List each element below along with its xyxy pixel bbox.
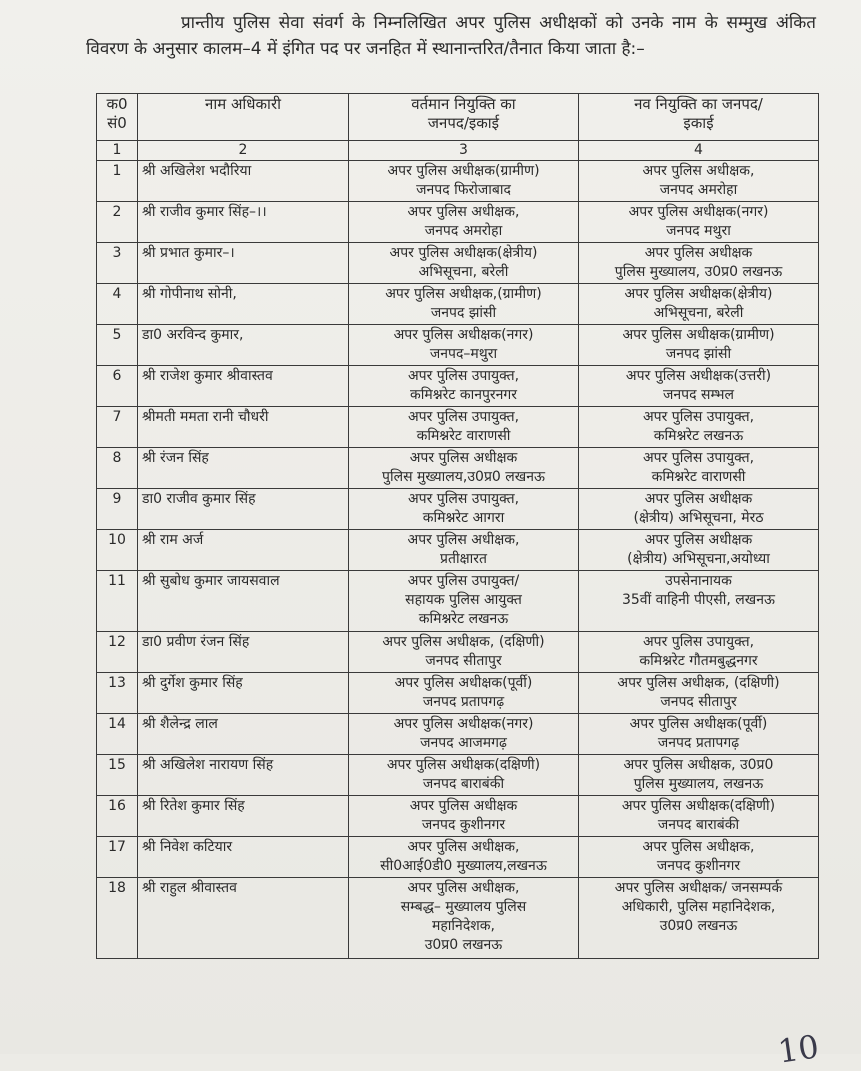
officer-name: श्री राजीव कुमार सिंह–।। [138, 202, 349, 243]
current-posting [349, 325, 579, 366]
current-posting [349, 755, 579, 796]
new-posting [579, 878, 819, 959]
new-posting-line: जनपद मथुरा [666, 223, 731, 239]
serial-number: 10 [97, 530, 138, 571]
officer-name: श्री राहुल श्रीवास्तव [138, 878, 349, 959]
current-posting-line: प्रतीक्षारत [440, 551, 487, 567]
officer-name: श्री निवेश कटियार [138, 837, 349, 878]
table-row [97, 632, 819, 673]
current-posting-line: अपर पुलिस अधीक्षक, [407, 204, 520, 220]
new-posting-line: 35वीं वाहिनी पीएसी, लखनऊ [621, 592, 775, 608]
serial-number: 9 [97, 489, 138, 530]
new-posting-line: अपर पुलिस अधीक्षक(नगर) [628, 204, 769, 220]
new-posting [579, 632, 819, 673]
new-posting [579, 755, 819, 796]
serial-number: 15 [97, 755, 138, 796]
new-posting-line: कमिश्नरेट लखनऊ [653, 428, 744, 444]
new-posting-line: अपर पुलिस अधीक्षक [644, 245, 753, 261]
table-row [97, 755, 819, 796]
current-posting-line: जनपद प्रतापगढ़ [422, 694, 505, 710]
table-row [97, 571, 819, 632]
table-row [97, 673, 819, 714]
current-posting-line: पुलिस मुख्यालय,उ0प्र0 लखनऊ [382, 469, 545, 485]
current-posting [349, 448, 579, 489]
officer-name: श्री प्रभात कुमार–। [138, 243, 349, 284]
current-posting-line: कमिश्नरेट लखनऊ [418, 611, 509, 627]
current-posting-line: उ0प्र0 लखनऊ [424, 937, 503, 953]
officer-name: श्री शैलेन्द्र लाल [138, 714, 349, 755]
current-posting-line: जनपद बाराबंकी [422, 776, 505, 792]
new-posting [579, 796, 819, 837]
new-posting-line: अपर पुलिस अधीक्षक, [642, 163, 755, 179]
new-posting-line: अपर पुलिस उपायुक्त, [642, 634, 755, 650]
officer-name: श्री गोपीनाथ सोनी, [138, 284, 349, 325]
new-posting-line: उ0प्र0 लखनऊ [659, 918, 738, 934]
current-posting-line: अपर पुलिस अधीक्षक(दक्षिणी) [386, 757, 541, 773]
current-posting [349, 632, 579, 673]
serial-number: 8 [97, 448, 138, 489]
header-current-posting: वर्तमान नियुक्ति का जनपद/इकाई [349, 94, 579, 141]
officer-name: श्री रितेश कुमार सिंह [138, 796, 349, 837]
officer-name: डा0 अरविन्द कुमार, [138, 325, 349, 366]
table-row [97, 796, 819, 837]
serial-number: 14 [97, 714, 138, 755]
new-posting-line: (क्षेत्रीय) अभिसूचना,अयोध्या [627, 551, 770, 567]
table-row [97, 837, 819, 878]
new-posting [579, 325, 819, 366]
table-row [97, 325, 819, 366]
current-posting [349, 714, 579, 755]
current-posting-line: अभिसूचना, बरेली [418, 264, 509, 280]
header-name: नाम अधिकारी [138, 94, 349, 141]
current-posting-line: अपर पुलिस अधीक्षक, (दक्षिणी) [382, 634, 545, 650]
table-body [97, 161, 819, 959]
new-posting-line: पुलिस मुख्यालय, लखनऊ [633, 776, 764, 792]
header-new-posting: नव नियुक्ति का जनपद/ इकाई [579, 94, 819, 141]
new-posting-line: जनपद झांसी [665, 346, 732, 362]
current-posting-line: जनपद फिरोजाबाद [416, 182, 511, 198]
serial-number: 1 [97, 161, 138, 202]
current-posting-line: अपर पुलिस अधीक्षक,(ग्रामीण) [385, 286, 542, 302]
new-posting-line: अपर पुलिस अधीक्षक/ जनसम्पर्क [614, 880, 783, 896]
serial-number: 12 [97, 632, 138, 673]
current-posting [349, 571, 579, 632]
new-posting-line: अधिकारी, पुलिस महानिदेशक, [621, 899, 776, 915]
new-posting-line: अपर पुलिस अधीक्षक(उत्तरी) [625, 368, 772, 384]
officer-name: श्री सुबोध कुमार जायसवाल [138, 571, 349, 632]
serial-number: 4 [97, 284, 138, 325]
table-row [97, 407, 819, 448]
current-posting-line: अपर पुलिस उपायुक्त, [407, 368, 520, 384]
column-number: 1 [97, 141, 138, 161]
current-posting [349, 366, 579, 407]
new-posting-line: अपर पुलिस अधीक्षक(पूर्वी) [629, 716, 768, 732]
serial-number: 16 [97, 796, 138, 837]
column-number: 3 [349, 141, 579, 161]
current-posting [349, 673, 579, 714]
new-posting-line: अपर पुलिस अधीक्षक(दक्षिणी) [621, 798, 776, 814]
current-posting-line: सम्बद्ध– मुख्यालय पुलिस [400, 899, 527, 915]
current-posting [349, 878, 579, 959]
table-row [97, 489, 819, 530]
current-posting-line: जनपद सीतापुर [425, 653, 502, 669]
new-posting-line: अपर पुलिस अधीक्षक [644, 491, 753, 507]
current-posting-line: अपर पुलिस अधीक्षक(ग्रामीण) [387, 163, 540, 179]
column-number: 4 [579, 141, 819, 161]
new-posting [579, 673, 819, 714]
new-posting [579, 571, 819, 632]
officer-name: श्री राजेश कुमार श्रीवास्तव [138, 366, 349, 407]
new-posting [579, 284, 819, 325]
new-posting-line: अपर पुलिस अधीक्षक [644, 532, 753, 548]
current-posting-line: जनपद झांसी [430, 305, 497, 321]
new-posting [579, 530, 819, 571]
table-row [97, 202, 819, 243]
current-posting-line: महानिदेशक, [432, 918, 495, 934]
current-posting [349, 407, 579, 448]
new-posting [579, 407, 819, 448]
current-posting-line: जनपद–मथुरा [429, 346, 498, 362]
officer-name: डा0 प्रवीण रंजन सिंह [138, 632, 349, 673]
table-row [97, 878, 819, 959]
handwritten-page-mark: 10 [775, 1027, 822, 1071]
new-posting-line: जनपद बाराबंकी [657, 817, 740, 833]
current-posting-line: सी0आई0डी0 मुख्यालय,लखनऊ [380, 858, 547, 874]
new-posting-line: अपर पुलिस अधीक्षक(ग्रामीण) [622, 327, 775, 343]
new-posting [579, 366, 819, 407]
serial-number: 5 [97, 325, 138, 366]
table-row [97, 530, 819, 571]
new-posting-line: जनपद अमरोहा [659, 182, 738, 198]
header-row [97, 94, 819, 141]
current-posting-line: जनपद कुशीनगर [421, 817, 506, 833]
intro-paragraph: प्रान्तीय पुलिस सेवा संवर्ग के निम्नलिखित अपर पुलिस अधीक्षकों को उनके नाम के सम्मुख अंकित विवरण के अनुसार कालम–4 में इंगित पद पर जनहित में स्थानान्तरित/तैनात किया जाता है:– [86, 13, 816, 59]
current-posting-line: अपर पुलिस अधीक्षक(नगर) [393, 327, 534, 343]
current-posting [349, 243, 579, 284]
new-posting-line: जनपद सीतापुर [660, 694, 737, 710]
officer-name: श्री दुर्गेश कुमार सिंह [138, 673, 349, 714]
column-number-row [97, 141, 819, 161]
new-posting-line: (क्षेत्रीय) अभिसूचना, मेरठ [633, 510, 764, 526]
serial-number: 3 [97, 243, 138, 284]
current-posting-line: अपर पुलिस अधीक्षक [409, 450, 518, 466]
officer-name: श्री रंजन सिंह [138, 448, 349, 489]
current-posting-line: अपर पुलिस अधीक्षक(पूर्वी) [394, 675, 533, 691]
serial-number: 13 [97, 673, 138, 714]
transfer-table [96, 93, 819, 959]
new-posting [579, 837, 819, 878]
current-posting [349, 284, 579, 325]
table-row [97, 714, 819, 755]
new-posting-line: उपसेनानायक [665, 573, 732, 589]
serial-number: 2 [97, 202, 138, 243]
officer-name: श्रीमती ममता रानी चौधरी [138, 407, 349, 448]
new-posting-line: कमिश्नरेट गौतमबुद्धनगर [639, 653, 758, 669]
new-posting-line: जनपद प्रतापगढ़ [657, 735, 740, 751]
new-posting-line: अपर पुलिस अधीक्षक(क्षेत्रीय) [624, 286, 773, 302]
new-posting-line: अपर पुलिस अधीक्षक, [642, 839, 755, 855]
new-posting [579, 243, 819, 284]
current-posting [349, 489, 579, 530]
serial-number: 18 [97, 878, 138, 959]
officer-name: डा0 राजीव कुमार सिंह [138, 489, 349, 530]
current-posting-line: जनपद अमरोहा [424, 223, 503, 239]
officer-name: श्री अखिलेश नारायण सिंह [138, 755, 349, 796]
current-posting-line: अपर पुलिस उपायुक्त, [407, 491, 520, 507]
current-posting-line: कमिश्नरेट आगरा [422, 510, 505, 526]
new-posting [579, 489, 819, 530]
new-posting-line: अपर पुलिस अधीक्षक, (दक्षिणी) [617, 675, 780, 691]
new-posting-line: अपर पुलिस उपायुक्त, [642, 409, 755, 425]
new-posting-line: अभिसूचना, बरेली [653, 305, 744, 321]
table-row [97, 243, 819, 284]
current-posting-line: अपर पुलिस अधीक्षक, [407, 532, 520, 548]
table-row [97, 448, 819, 489]
current-posting-line: जनपद आजमगढ़ [420, 735, 507, 751]
column-number: 2 [138, 141, 349, 161]
new-posting [579, 161, 819, 202]
serial-number: 17 [97, 837, 138, 878]
table-row [97, 284, 819, 325]
new-posting [579, 714, 819, 755]
new-posting-line: जनपद सम्भल [663, 387, 734, 403]
serial-number: 11 [97, 571, 138, 632]
new-posting-line: कमिश्नरेट वाराणसी [651, 469, 746, 485]
current-posting-line: अपर पुलिस अधीक्षक(क्षेत्रीय) [389, 245, 538, 261]
new-posting-line: पुलिस मुख्यालय, उ0प्र0 लखनऊ [614, 264, 783, 280]
new-posting [579, 202, 819, 243]
current-posting-line: अपर पुलिस अधीक्षक, [407, 839, 520, 855]
current-posting-line: अपर पुलिस अधीक्षक [409, 798, 518, 814]
new-posting-line: जनपद कुशीनगर [656, 858, 741, 874]
serial-number: 6 [97, 366, 138, 407]
current-posting [349, 202, 579, 243]
current-posting-line: सहायक पुलिस आयुक्त [405, 592, 522, 608]
serial-number: 7 [97, 407, 138, 448]
current-posting-line: अपर पुलिस उपायुक्त/ [407, 573, 520, 589]
current-posting-line: अपर पुलिस उपायुक्त, [407, 409, 520, 425]
table-row [97, 161, 819, 202]
officer-name: श्री अखिलेश भदौरिया [138, 161, 349, 202]
new-posting-line: अपर पुलिस उपायुक्त, [642, 450, 755, 466]
current-posting-line: कमिश्नरेट कानपुरनगर [409, 387, 518, 403]
table-row [97, 366, 819, 407]
header-sno: क0 सं0 [97, 94, 138, 141]
officer-name: श्री राम अर्ज [138, 530, 349, 571]
current-posting [349, 161, 579, 202]
current-posting-line: कमिश्नरेट वाराणसी [416, 428, 511, 444]
current-posting [349, 796, 579, 837]
current-posting [349, 530, 579, 571]
current-posting-line: अपर पुलिस अधीक्षक(नगर) [393, 716, 534, 732]
new-posting-line: अपर पुलिस अधीक्षक, उ0प्र0 [623, 757, 774, 773]
current-posting [349, 837, 579, 878]
current-posting-line: अपर पुलिस अधीक्षक, [407, 880, 520, 896]
new-posting [579, 448, 819, 489]
